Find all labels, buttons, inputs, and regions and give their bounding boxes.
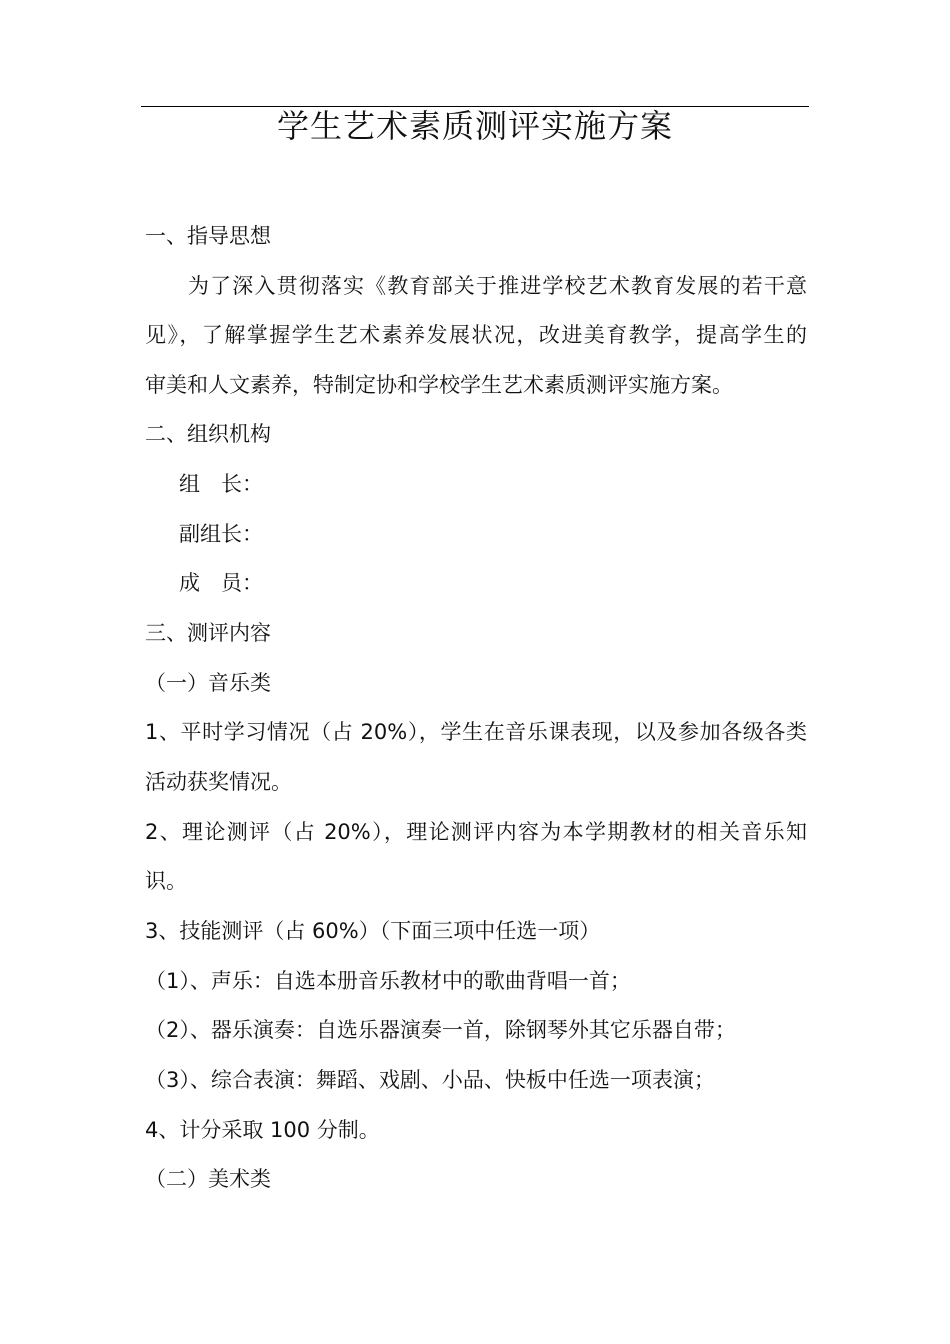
org-role-members: 成 员： xyxy=(179,571,263,595)
section-heading-organization: 二、组织机构 xyxy=(145,422,271,446)
list-item-line: 2、理论测评（占 20%），理论测评内容为本学期教材的相关音乐知 xyxy=(145,820,807,844)
paragraph-line: 审美和人文素养，特制定协和学校学生艺术素质测评实施方案。 xyxy=(145,373,733,397)
section-heading-guiding-ideology: 一、指导思想 xyxy=(145,224,271,248)
document-title: 学生艺术素质测评实施方案 xyxy=(276,107,673,145)
section-heading-content: 三、测评内容 xyxy=(145,621,271,645)
paragraph-line: 见》，了解掌握学生艺术素养发展状况，改进美育教学，提高学生的 xyxy=(145,323,807,347)
org-role-deputy: 副组长： xyxy=(179,522,263,546)
list-item-line: 1、平时学习情况（占 20%），学生在音乐课表现，以及参加各级各类 xyxy=(145,720,807,744)
paragraph-line: 为了深入贯彻落实《教育部关于推进学校艺术教育发展的若干意 xyxy=(188,274,807,298)
list-item-line: 活动获奖情况。 xyxy=(145,770,292,794)
list-item-line: 3、技能测评（占 60%）（下面三项中任选一项） xyxy=(145,919,601,943)
list-subitem-line: （1）、声乐：自选本册音乐教材中的歌曲背唱一首； xyxy=(145,969,631,993)
list-item-line: 4、计分采取 100 分制。 xyxy=(145,1118,380,1142)
list-subitem-line: （3）、综合表演：舞蹈、戏剧、小品、快板中任选一项表演； xyxy=(145,1068,715,1092)
subsection-heading-art: （二）美术类 xyxy=(145,1167,271,1191)
list-subitem-line: （2）、器乐演奏：自选乐器演奏一首，除钢琴外其它乐器自带； xyxy=(145,1018,736,1042)
org-role-leader: 组 长： xyxy=(179,472,263,496)
list-item-line: 识。 xyxy=(145,869,187,893)
subsection-heading-music: （一）音乐类 xyxy=(145,671,271,695)
